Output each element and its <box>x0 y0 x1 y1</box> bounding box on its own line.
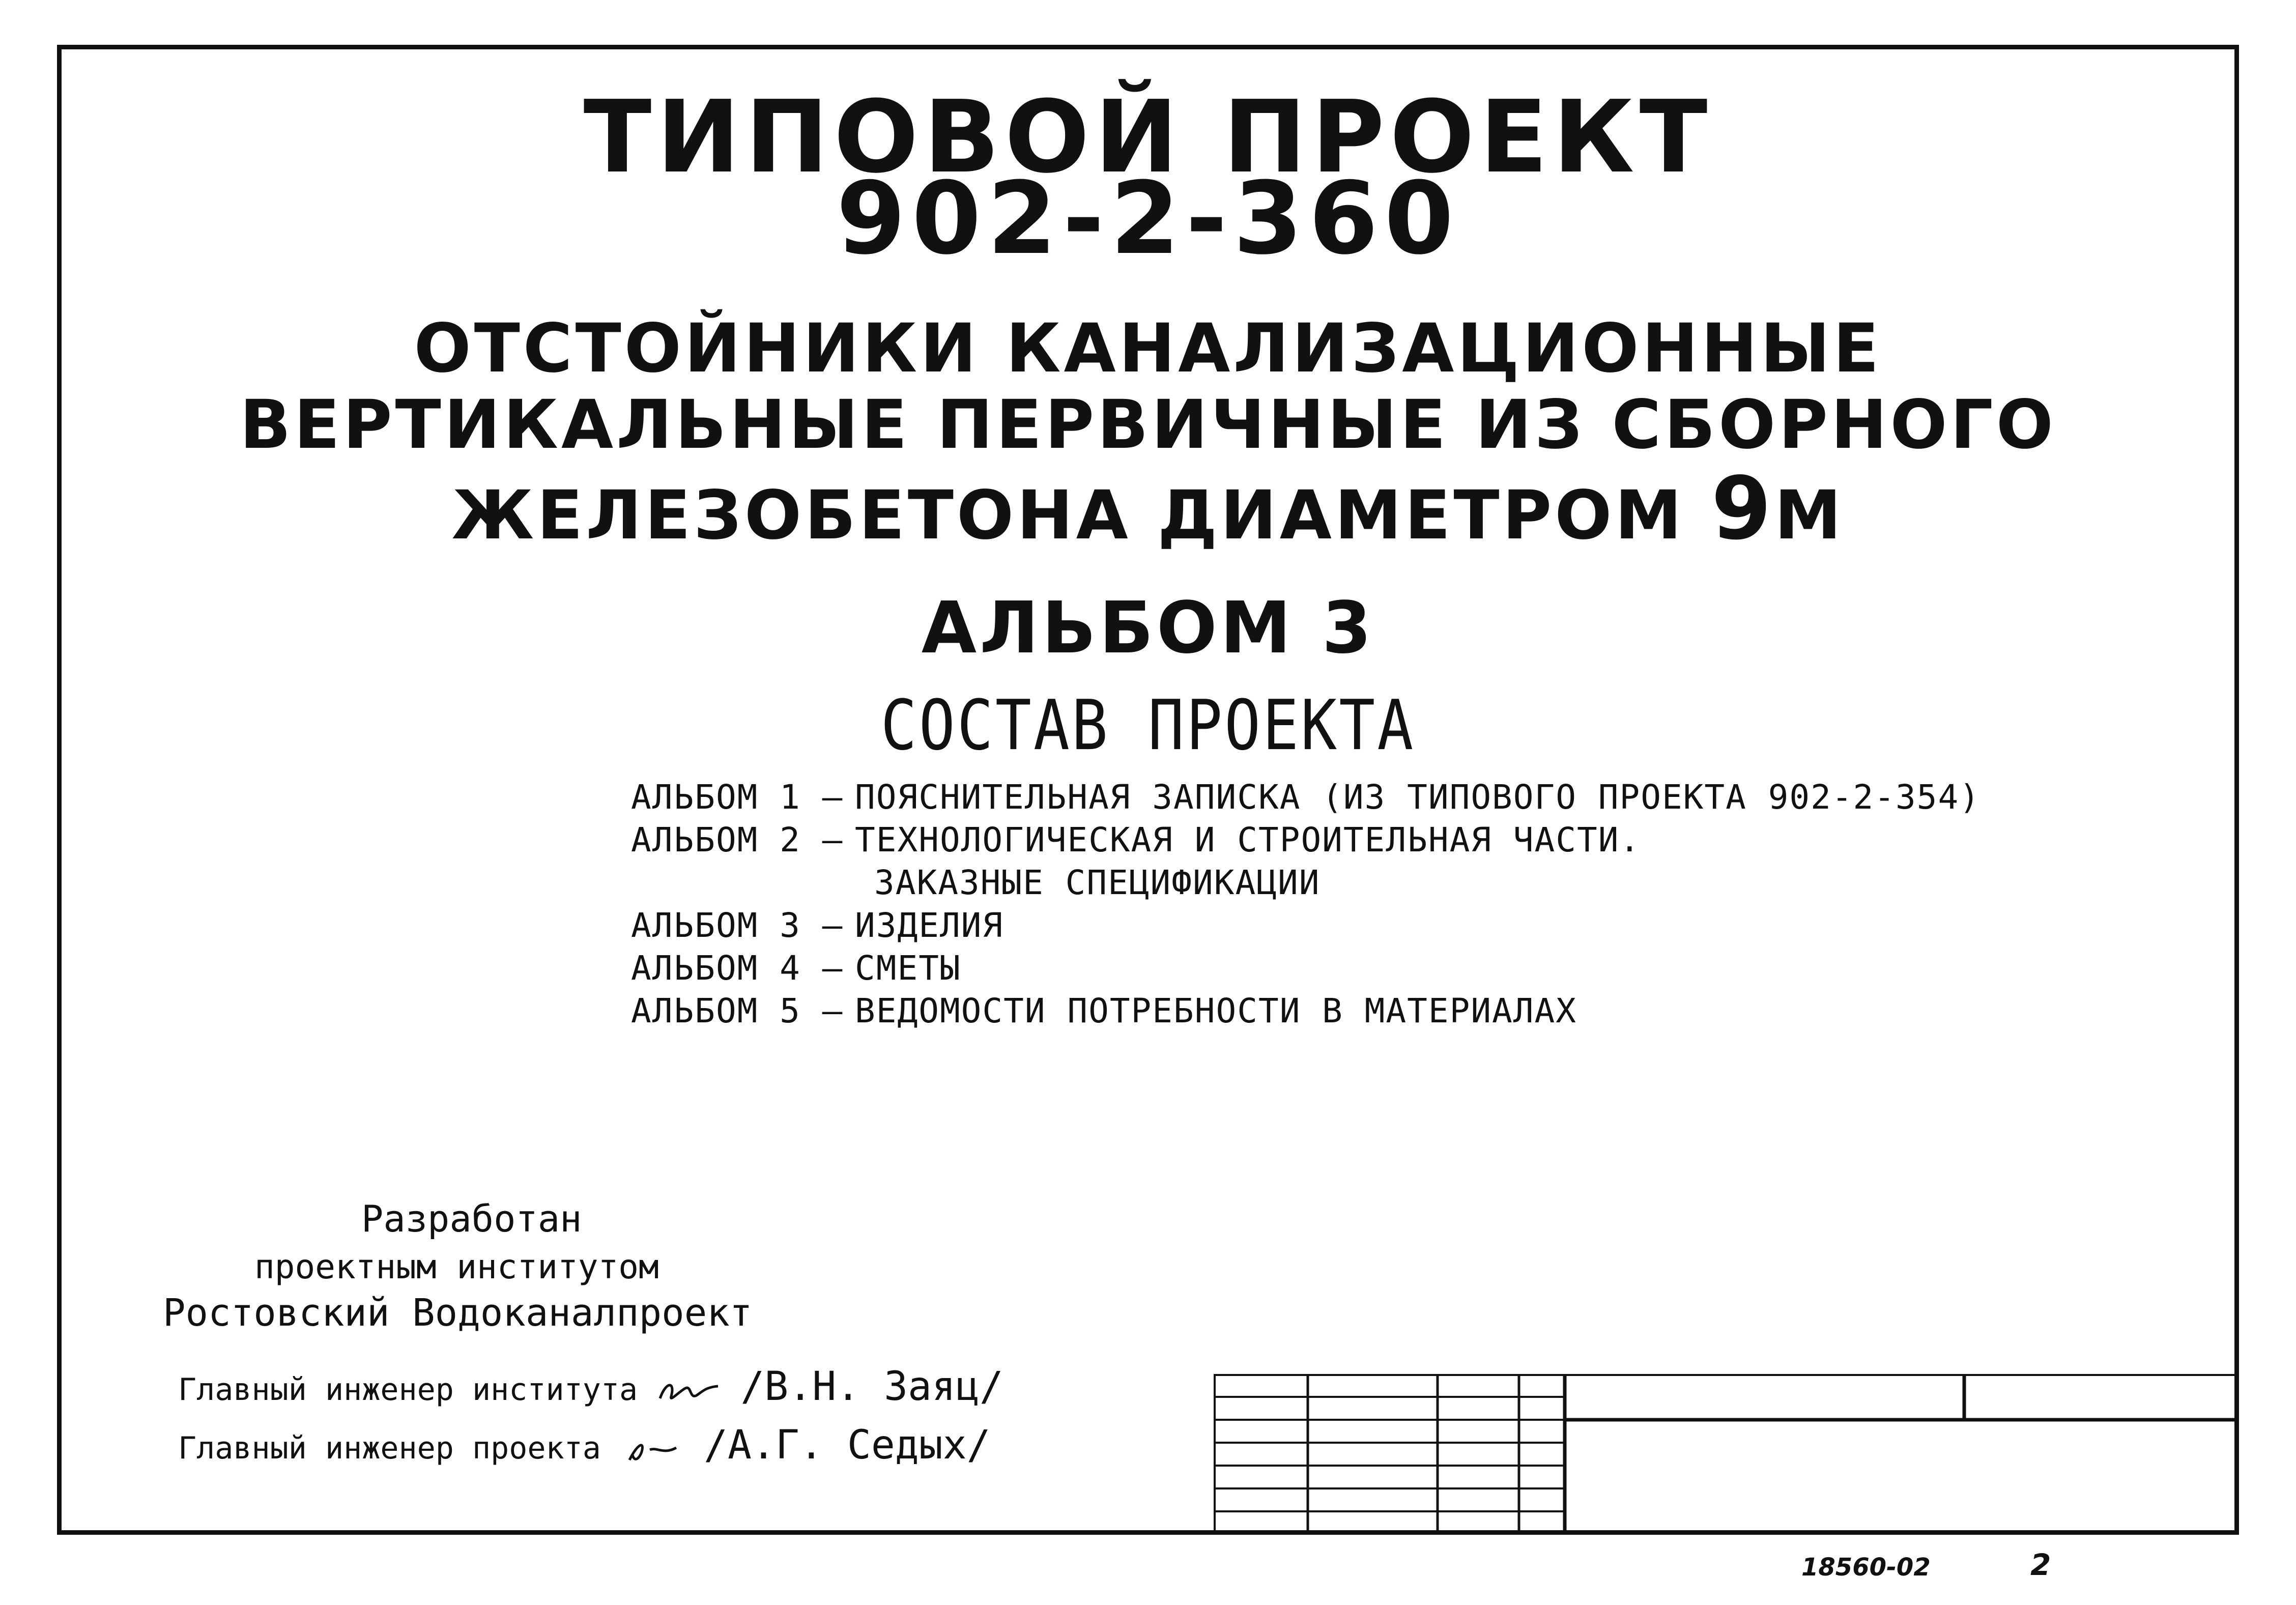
subject-line-3-text: ЖЕЛЕЗОБЕТОНА ДИАМЕТРОМ <box>451 476 1711 555</box>
album-row-3 <box>631 904 2208 947</box>
album-row-4 <box>631 947 2208 990</box>
album-row-2-continuation <box>631 862 2208 904</box>
signature-name: /В.Н. Заяц/ <box>740 1364 1003 1410</box>
page-number: 2 <box>2030 1547 2051 1582</box>
album-title: АЛЬБОМ 3 <box>921 587 1375 670</box>
album-label: АЛЬБОМ 1 – <box>631 778 844 817</box>
album-list <box>631 776 2208 1033</box>
album-description: ИЗДЕЛИЯ <box>855 906 1004 945</box>
subject-diameter-value: 9 <box>1711 458 1775 559</box>
signature-row-chief-engineer-institute <box>178 1366 1003 1410</box>
album-label: АЛЬБОМ 3 – <box>631 906 844 945</box>
album-description: ТЕХНОЛОГИЧЕСКАЯ И СТРОИТЕЛЬНАЯ ЧАСТИ. <box>855 820 1641 859</box>
album-description: ПОЯСНИТЕЛЬНАЯ ЗАПИСКА (ИЗ ТИПОВОГО ПРОЕКТА 902-2-354) <box>855 778 1981 817</box>
subject-line-1: ОТСТОЙНИКИ КАНАЛИЗАЦИОННЫЕ <box>414 309 1882 388</box>
subject-diameter-unit: М <box>1774 476 1845 555</box>
title-block-stamp <box>1214 1374 2239 1535</box>
album-label: АЛЬБОМ 5 – <box>631 991 844 1030</box>
signature-row-chief-engineer-project <box>178 1422 991 1469</box>
developed-by: Разработан <box>361 1197 582 1240</box>
project-title: ТИПОВОЙ ПРОЕКТ <box>583 79 1713 195</box>
title-block-grid <box>1214 1374 2239 1535</box>
album-description: ЗАКАЗНЫЕ СПЕЦИФИКАЦИИ <box>874 863 1321 902</box>
subject-line-2: ВЕРТИКАЛЬНЫЕ ПЕРВИЧНЫЕ ИЗ СБОРНОГО <box>240 386 2056 464</box>
album-label: АЛЬБОМ 2 – <box>631 820 844 859</box>
handwritten-signature-icon <box>656 1376 722 1407</box>
album-row-5 <box>631 990 2208 1033</box>
handwritten-signature-icon <box>619 1435 685 1465</box>
album-label: АЛЬБОМ 4 – <box>631 949 844 988</box>
project-number: 902-2-360 <box>836 161 1460 277</box>
signature-role: Главный инженер института <box>178 1372 638 1408</box>
album-description: СМЕТЫ <box>855 949 961 988</box>
album-description: ВЕДОМОСТИ ПОТРЕБНОСТИ В МАТЕРИАЛАХ <box>855 991 1577 1030</box>
design-institute-label: проектным институтом <box>254 1247 659 1286</box>
album-row-1 <box>631 776 2208 819</box>
document-code: 18560-02 <box>1801 1553 1931 1582</box>
signature-name: /А.Г. Седых/ <box>704 1422 991 1468</box>
composition-title: СОСТАВ ПРОЕКТА <box>880 684 1416 766</box>
signature-role: Главный инженер проекта <box>178 1430 601 1466</box>
subject-line-3 <box>57 458 2239 559</box>
album-row-2 <box>631 819 2208 862</box>
institute-name: Ростовский Водоканалпроект <box>163 1291 753 1335</box>
